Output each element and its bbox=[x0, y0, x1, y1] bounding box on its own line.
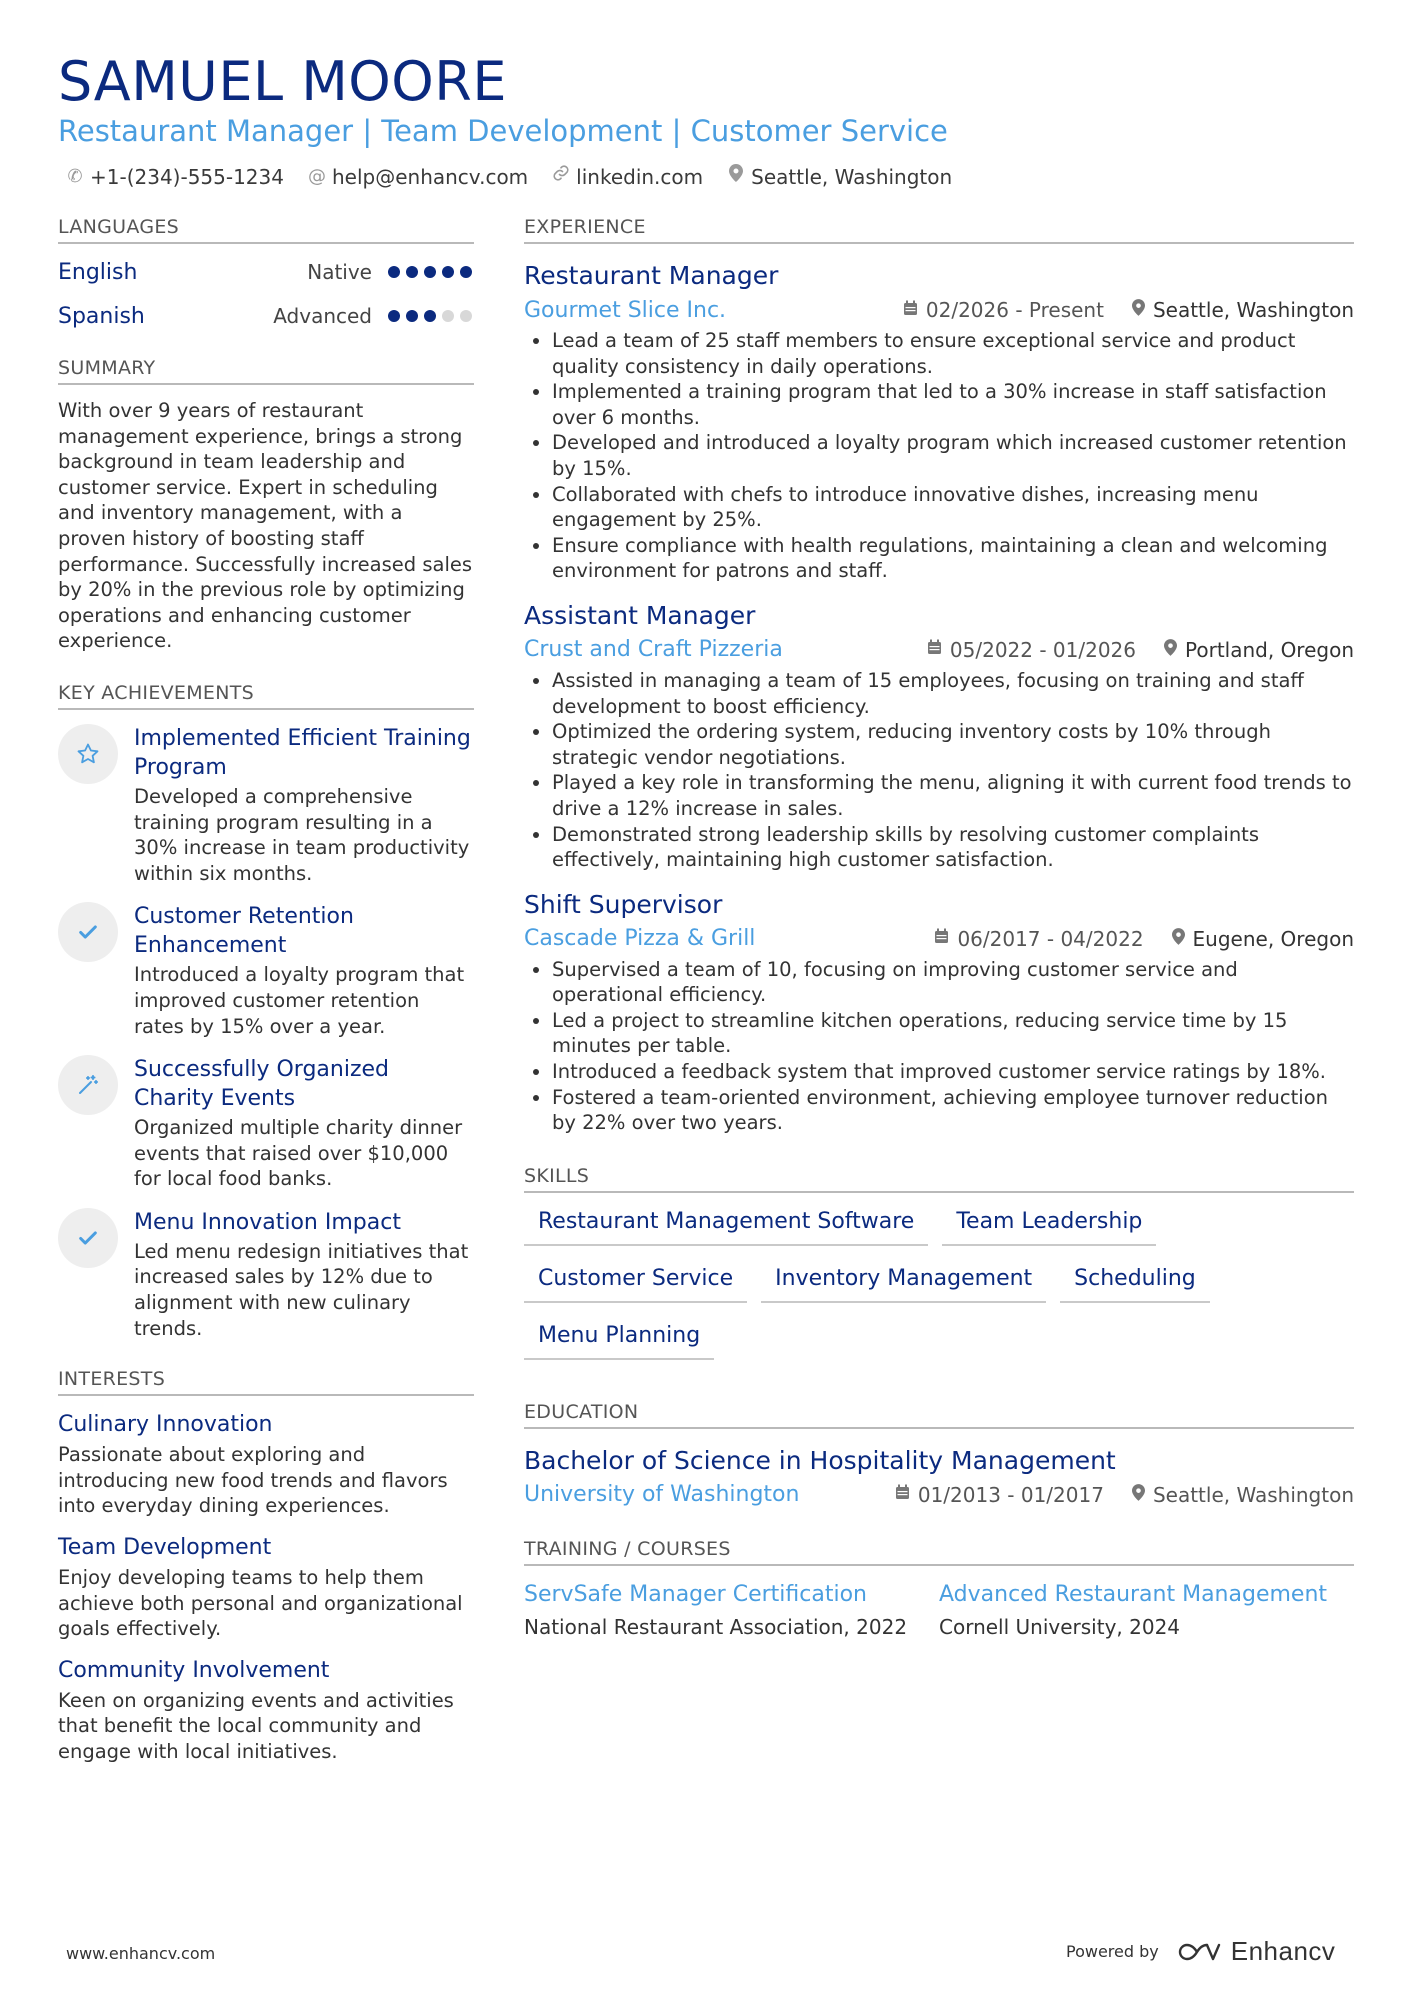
skill-tag: Team Leadership bbox=[942, 1201, 1156, 1246]
job-dates bbox=[934, 927, 1143, 951]
course-org: National Restaurant Association, 2022 bbox=[524, 1614, 908, 1639]
course-org: Cornell University, 2024 bbox=[939, 1614, 1181, 1639]
training-heading: TRAINING / COURSES bbox=[524, 1537, 1354, 1566]
location-pin-icon bbox=[1172, 928, 1185, 950]
rating-dot-filled bbox=[460, 266, 472, 278]
interest-desc: Keen on organizing events and activities that benefit the local community and engage with local initiatives. bbox=[58, 1688, 454, 1763]
achievement-body bbox=[134, 1208, 474, 1341]
education-heading: EDUCATION bbox=[524, 1400, 1354, 1429]
languages-heading: LANGUAGES bbox=[58, 215, 474, 244]
education-degree: Bachelor of Science in Hospitality Management bbox=[524, 1445, 1116, 1475]
course-name: ServSafe Manager Certification bbox=[524, 1581, 867, 1607]
language-name: English bbox=[58, 259, 138, 285]
job-bullet: • Ensure compliance with health regulations, maintaining a clean and welcoming environment for patrons and staff. bbox=[552, 533, 1354, 584]
achievement-item bbox=[58, 1055, 474, 1192]
achievements-heading: KEY ACHIEVEMENTS bbox=[58, 681, 474, 710]
course-name: Advanced Restaurant Management bbox=[939, 1581, 1328, 1607]
interest-desc: Passionate about exploring and introducing new food trends and flavors into everyday dining experiences. bbox=[58, 1443, 448, 1518]
achievement-desc: Introduced a loyalty program that improved customer retention rates by 15% over a year. bbox=[134, 963, 465, 1038]
phone-text: +1-(234)-555-1234 bbox=[90, 165, 284, 189]
language-name: Spanish bbox=[58, 303, 145, 329]
interest-title: Culinary Innovation bbox=[58, 1412, 273, 1438]
interest-title: Team Development bbox=[58, 1535, 272, 1561]
job-bullet: • Introduced a feedback system that improved customer service ratings by 18%. bbox=[552, 1059, 1354, 1085]
job-title: Restaurant Manager bbox=[524, 261, 779, 290]
skill-tag: Scheduling bbox=[1060, 1258, 1210, 1303]
contact-phone bbox=[66, 163, 284, 191]
skills-heading: SKILLS bbox=[524, 1164, 1354, 1193]
rating-dot-filled bbox=[442, 266, 454, 278]
brand-logo[interactable] bbox=[1177, 1936, 1336, 1967]
interest-item bbox=[58, 1410, 474, 1519]
interest-item bbox=[58, 1656, 474, 1765]
job-location bbox=[1132, 298, 1354, 322]
rating-dot-filled bbox=[388, 266, 400, 278]
check-icon bbox=[58, 902, 118, 962]
job-bullet: • Assisted in managing a team of 15 employees, focusing on training and staff development to boost efficiency. bbox=[552, 668, 1354, 719]
job-dates bbox=[903, 298, 1104, 322]
check-icon bbox=[58, 1208, 118, 1268]
achievement-item bbox=[58, 902, 474, 1039]
course-item bbox=[524, 1580, 939, 1642]
rating-dot-filled bbox=[406, 310, 418, 322]
location-text: Seattle, Washington bbox=[751, 165, 953, 189]
rating-dot-filled bbox=[406, 266, 418, 278]
job-bullet: • Played a key role in transforming the menu, aligning it with current food trends to drive a 12% increase in sales. bbox=[552, 770, 1354, 821]
experience-heading: EXPERIENCE bbox=[524, 215, 1354, 244]
job-entry bbox=[524, 889, 1354, 1136]
rating-dot-empty bbox=[460, 310, 472, 322]
job-bullet: • Led a project to streamline kitchen operations, reducing service time by 15 minutes per table. bbox=[552, 1008, 1354, 1059]
job-bullets bbox=[524, 328, 1354, 584]
language-rating bbox=[388, 266, 472, 278]
skills-list bbox=[524, 1201, 1354, 1372]
phone-icon: ✆ bbox=[67, 166, 83, 187]
language-level: Native bbox=[307, 260, 372, 284]
calendar-icon bbox=[903, 300, 918, 321]
job-dates-text: 05/2022 - 01/2026 bbox=[949, 637, 1137, 662]
job-company: Cascade Pizza & Grill bbox=[524, 926, 756, 952]
skill-tag: Inventory Management bbox=[761, 1258, 1046, 1303]
job-dates-text: 06/2017 - 04/2022 bbox=[957, 926, 1144, 951]
achievement-body bbox=[134, 724, 474, 886]
linkedin-text[interactable]: linkedin.com bbox=[576, 165, 704, 189]
course-item bbox=[939, 1580, 1354, 1642]
contact-linkedin[interactable] bbox=[552, 163, 703, 191]
enhancv-logo-icon bbox=[1177, 1940, 1223, 1964]
link-icon bbox=[552, 163, 570, 191]
location-pin-icon bbox=[1132, 299, 1145, 321]
achievement-title: Customer Retention Enhancement bbox=[134, 904, 354, 959]
achievement-title: Successfully Organized Charity Events bbox=[134, 1057, 390, 1112]
interests-heading: INTERESTS bbox=[58, 1367, 474, 1396]
contact-location bbox=[727, 163, 952, 191]
achievement-desc: Led menu redesign initiatives that increased sales by 12% due to alignment with new culinary trends. bbox=[134, 1239, 469, 1340]
education-dates-text: 01/2013 - 01/2017 bbox=[917, 1482, 1104, 1507]
job-bullets bbox=[524, 957, 1354, 1136]
location-pin-icon bbox=[1164, 639, 1177, 661]
right-column bbox=[524, 215, 1354, 1642]
achievement-desc: Organized multiple charity dinner events that raised over $10,000 for local food banks. bbox=[134, 1116, 463, 1191]
language-item bbox=[58, 250, 474, 294]
rating-dot-filled bbox=[388, 310, 400, 322]
interest-item bbox=[58, 1533, 474, 1642]
job-meta bbox=[524, 296, 1354, 324]
job-meta bbox=[524, 636, 1354, 664]
language-rating bbox=[388, 310, 472, 322]
candidate-name: SAMUEL MOORE bbox=[58, 50, 507, 113]
language-item bbox=[58, 294, 474, 338]
achievement-title: Menu Innovation Impact bbox=[134, 1209, 401, 1235]
education-meta bbox=[524, 1481, 1354, 1509]
contact-bar bbox=[66, 163, 952, 191]
job-entry bbox=[524, 600, 1354, 873]
job-bullet: • Developed and introduced a loyalty program which increased customer retention by 15%. bbox=[552, 430, 1354, 481]
job-location bbox=[1172, 927, 1354, 951]
rating-dot-filled bbox=[424, 266, 436, 278]
job-meta bbox=[524, 925, 1354, 953]
education-location-text: Seattle, Washington bbox=[1152, 1482, 1354, 1507]
rating-dot-filled bbox=[424, 310, 436, 322]
achievement-body bbox=[134, 1055, 474, 1192]
job-company: Crust and Craft Pizzeria bbox=[524, 637, 783, 663]
calendar-icon bbox=[895, 1484, 910, 1505]
job-title: Assistant Manager bbox=[524, 600, 756, 630]
job-location-text: Portland, Oregon bbox=[1185, 637, 1354, 662]
interest-desc: Enjoy developing teams to help them achieve both personal and organizational goals effectively. bbox=[58, 1566, 463, 1641]
job-dates-text: 02/2026 - Present bbox=[925, 298, 1104, 322]
brand-name: Enhancv bbox=[1230, 1936, 1336, 1966]
achievement-title: Implemented Efficient Training Program bbox=[134, 725, 471, 780]
interest-title: Community Involvement bbox=[58, 1657, 330, 1683]
footer-branding bbox=[1066, 1936, 1335, 1967]
candidate-headline: Restaurant Manager | Team Development | Customer Service bbox=[58, 114, 948, 148]
job-bullet: • Lead a team of 25 staff members to ensure exceptional service and product quality consistency in daily operations. bbox=[552, 328, 1354, 379]
contact-email[interactable] bbox=[308, 163, 528, 191]
job-entry bbox=[524, 260, 1354, 584]
job-bullets bbox=[524, 668, 1354, 873]
courses-list bbox=[524, 1580, 1354, 1642]
job-location bbox=[1164, 638, 1354, 662]
job-bullet: • Optimized the ordering system, reducing inventory costs by 10% through strategic vendor negotiations. bbox=[552, 719, 1354, 770]
job-location-text: Seattle, Washington bbox=[1152, 298, 1354, 322]
job-location-text: Eugene, Oregon bbox=[1192, 926, 1354, 951]
footer-website[interactable]: www.enhancv.com bbox=[66, 1944, 216, 1963]
magic-wand-icon bbox=[58, 1055, 118, 1115]
achievement-item bbox=[58, 724, 474, 886]
achievement-item bbox=[58, 1208, 474, 1341]
education-school: University of Washington bbox=[524, 1482, 800, 1508]
job-bullet: • Collaborated with chefs to introduce innovative dishes, increasing menu engagement by 25%. bbox=[552, 482, 1354, 533]
location-pin-icon bbox=[1132, 1484, 1145, 1506]
calendar-icon bbox=[927, 639, 942, 660]
skill-tag: Restaurant Management Software bbox=[524, 1201, 928, 1246]
education-location bbox=[1132, 1483, 1354, 1507]
languages-list bbox=[58, 250, 474, 338]
powered-by-text: Powered by bbox=[1066, 1942, 1159, 1961]
location-pin-icon bbox=[727, 163, 745, 191]
at-icon: @ bbox=[307, 166, 326, 187]
skill-tag: Customer Service bbox=[524, 1258, 747, 1303]
star-icon bbox=[58, 724, 118, 784]
summary-heading: SUMMARY bbox=[58, 356, 474, 385]
job-bullet: • Demonstrated strong leadership skills by resolving customer complaints effectively, maintaining high customer satisfaction. bbox=[552, 822, 1354, 873]
achievement-desc: Developed a comprehensive training program resulting in a 30% increase in team productivity within six months. bbox=[134, 784, 470, 885]
job-bullet: • Supervised a team of 10, focusing on improving customer service and operational efficiency. bbox=[552, 957, 1354, 1008]
job-bullet: • Fostered a team-oriented environment, achieving employee turnover reduction by 22% over two years. bbox=[552, 1085, 1354, 1136]
rating-dot-empty bbox=[442, 310, 454, 322]
job-bullet: • Implemented a training program that led to a 30% increase in staff satisfaction over 6 months. bbox=[552, 379, 1354, 430]
job-company: Gourmet Slice Inc. bbox=[524, 297, 727, 323]
achievement-body bbox=[134, 902, 474, 1039]
language-level: Advanced bbox=[273, 304, 372, 328]
job-title: Shift Supervisor bbox=[524, 889, 723, 919]
email-text[interactable]: help@enhancv.com bbox=[331, 165, 529, 189]
left-column bbox=[58, 215, 474, 1765]
summary-text: With over 9 years of restaurant management experience, brings a strong background in team leadership and customer service. Expert in scheduling and inventory management, with a proven history of boosting staff performance. Successfully increased sales by 20% in the previous role by optimizing operations and enhancing customer experience. bbox=[58, 399, 473, 653]
job-dates bbox=[927, 638, 1136, 662]
education-dates bbox=[895, 1483, 1104, 1507]
education-entry bbox=[524, 1445, 1354, 1509]
calendar-icon bbox=[934, 928, 949, 949]
skill-tag: Menu Planning bbox=[524, 1315, 714, 1360]
